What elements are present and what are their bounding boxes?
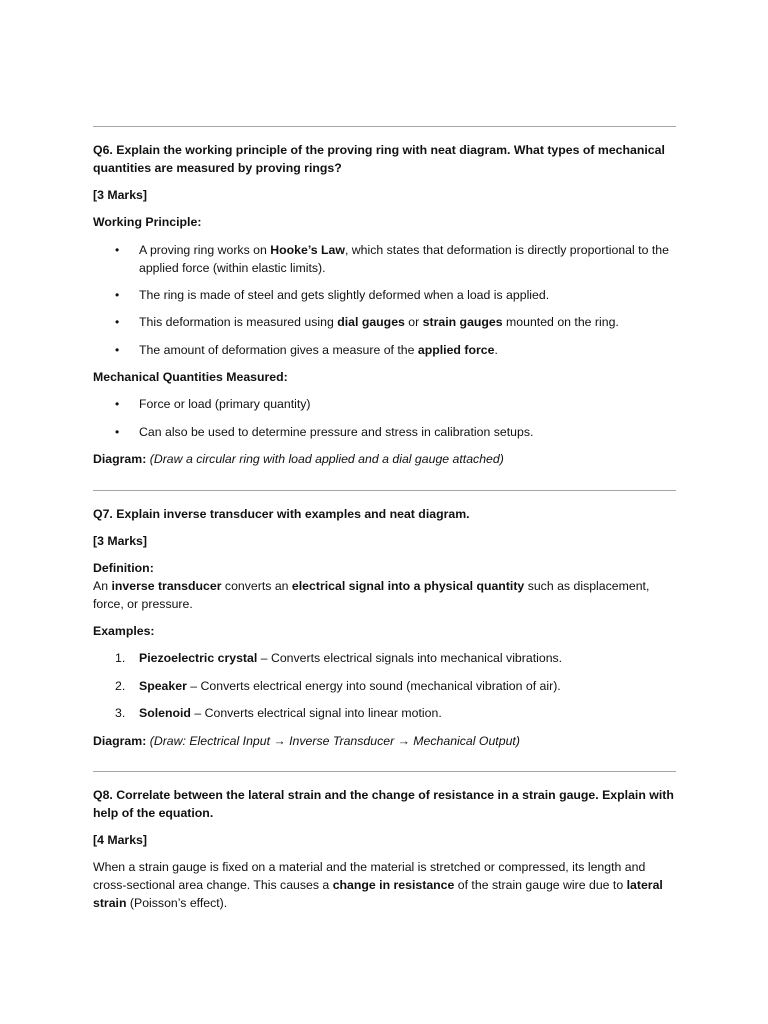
q6-question: Q6. Explain the working principle of the proving ring with neat diagram. What types of mechanical quantities are measured by proving rings?: [93, 143, 665, 175]
q6-marks: [3 Marks]: [93, 188, 147, 202]
q6-diagram: Diagram: (Draw a circular ring with load applied and a dial gauge attached): [93, 452, 504, 466]
q6-quantities-heading: Mechanical Quantities Measured:: [93, 370, 288, 384]
bullet-icon: •: [115, 243, 120, 257]
divider: [93, 126, 676, 127]
divider: [93, 771, 676, 772]
bullet-icon: •: [115, 315, 120, 329]
bullet-icon: •: [115, 425, 120, 439]
q8-question: Q8. Correlate between the lateral strain and the change of resistance in a strain gauge. Explain with help of the equation.: [93, 788, 674, 820]
q7-definition: An inverse transducer converts an electrical signal into a physical quantity such as displacement, force, or pressure.: [93, 579, 650, 611]
divider: [93, 490, 676, 491]
q7-diagram: Diagram: (Draw: Electrical Input → Inverse Transducer → Mechanical Output): [93, 734, 520, 748]
q7-marks: [3 Marks]: [93, 534, 147, 548]
q7-examples-heading: Examples:: [93, 624, 155, 638]
q7-definition-heading: Definition:: [93, 561, 154, 575]
q8-body: When a strain gauge is fixed on a material and the material is stretched or compressed, its length and cross-sectional area change. This causes a change in resistance of the strain gauge wire due to lateral strain (Poisson’s effect).: [93, 860, 663, 910]
bullet-icon: •: [115, 288, 120, 302]
q8-marks: [4 Marks]: [93, 833, 147, 847]
q6-working-heading: Working Principle:: [93, 215, 202, 229]
bullet-icon: •: [115, 397, 120, 411]
bullet-icon: •: [115, 343, 120, 357]
q7-question: Q7. Explain inverse transducer with examples and neat diagram.: [93, 507, 470, 521]
